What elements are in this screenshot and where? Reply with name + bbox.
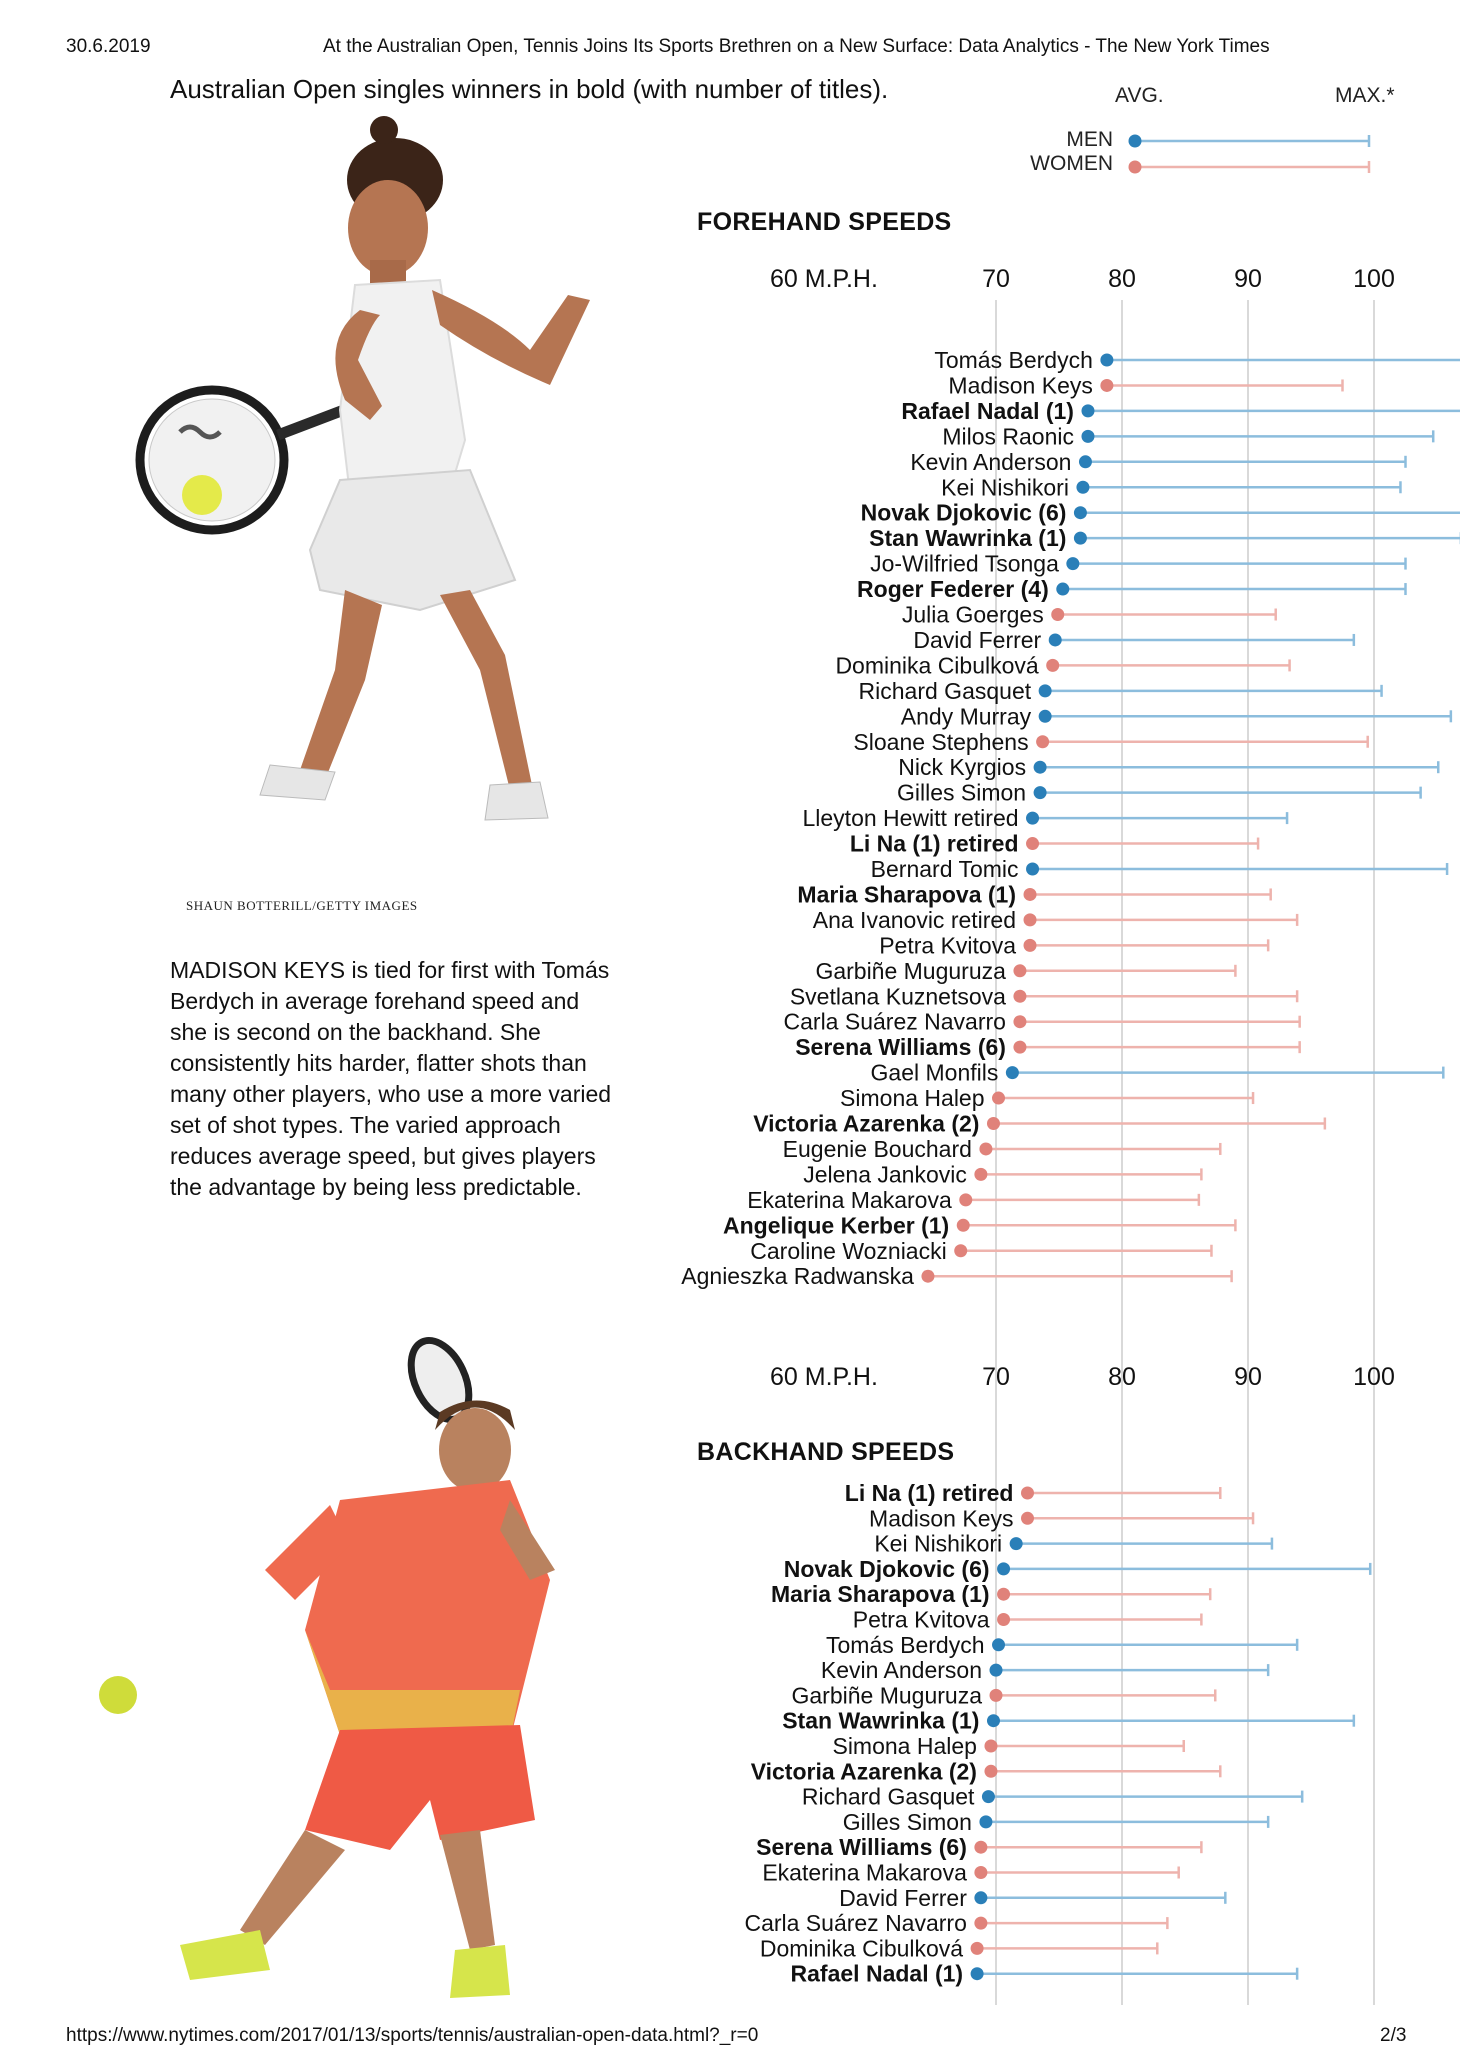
winners-caption: Australian Open singles winners in bold (with number of titles).: [170, 74, 889, 104]
player-label: Serena Williams (6): [756, 1834, 967, 1861]
avg-dot: [997, 1562, 1010, 1575]
avg-dot: [1051, 608, 1064, 621]
key-men-avg-dot: [1129, 135, 1142, 148]
player-label: Kei Nishikori: [941, 474, 1069, 501]
avg-dot: [974, 1866, 987, 1879]
player-label: Dominika Cibulková: [759, 1935, 964, 1962]
avg-dot: [974, 1841, 987, 1854]
avg-dot: [1036, 735, 1049, 748]
key-max-label: MAX.*: [1335, 84, 1395, 107]
avg-dot: [1039, 684, 1052, 697]
avg-dot: [1049, 633, 1062, 646]
player-label: Rafael Nadal (1): [901, 397, 1074, 424]
player-label: Simona Halep: [840, 1085, 985, 1112]
player-label: Caroline Wozniacki: [750, 1237, 947, 1264]
avg-dot: [979, 1142, 992, 1155]
page-number: 2/3: [1380, 2025, 1407, 2046]
player-label: Petra Kvitova: [879, 932, 1017, 959]
player-label: Novak Djokovic (6): [783, 1555, 990, 1582]
player-label: Tomás Berdych: [934, 347, 1093, 373]
x-tick-label-100-0: 100: [1353, 265, 1395, 293]
key-women-label: WOMEN: [1030, 152, 1113, 175]
avg-dot: [971, 1942, 984, 1955]
player-label: Tomás Berdych: [826, 1631, 985, 1658]
player-label: Maria Sharapova (1): [770, 1581, 990, 1608]
gridlines: [996, 300, 1460, 2005]
player-label: Novak Djokovic (6): [860, 499, 1067, 526]
player-label: Victoria Azarenka (2): [753, 1110, 980, 1137]
avg-dot: [1024, 913, 1037, 926]
player-label: Sloane Stephens: [853, 728, 1029, 755]
avg-dot: [1024, 888, 1037, 901]
avg-dot: [1074, 506, 1087, 519]
avg-dot: [957, 1219, 970, 1232]
madison-keys-blurb: MADISON KEYS is tied for first with Tomás Berdych in average forehand speed and she is second on the backhand. She consistently hits harder, flatter shots than many other players, who use a more varied set of shot types. The varied approach reduces average speed, but gives players the advantage by being less predictable.: [170, 957, 612, 1200]
avg-dot: [1081, 430, 1094, 443]
player-label: Julia Goerges: [901, 601, 1044, 628]
player-label: Li Na (1) retired: [844, 1480, 1014, 1506]
avg-dot: [959, 1193, 972, 1206]
avg-dot: [1034, 786, 1047, 799]
player-label: Simona Halep: [832, 1733, 977, 1759]
avg-dot: [1081, 404, 1094, 417]
x-tick-label-90-1: 90: [1234, 1363, 1262, 1391]
avg-dot: [921, 1270, 934, 1283]
player-label: Maria Sharapova (1): [797, 881, 1017, 908]
player-label: Bernard Tomic: [870, 856, 1019, 882]
x-tick-label-70-1: 70: [982, 1363, 1010, 1391]
avg-dot: [1100, 379, 1113, 392]
x-tick-label-100-1: 100: [1353, 1363, 1395, 1391]
avg-dot: [1013, 990, 1026, 1003]
avg-dot: [979, 1815, 992, 1828]
avg-dot: [1039, 710, 1052, 723]
player-label: Garbiñe Muguruza: [815, 957, 1006, 984]
avg-dot: [992, 1092, 1005, 1105]
backhand-title: BACKHAND SPEEDS: [697, 1438, 955, 1466]
player-label: Garbiñe Muguruza: [791, 1682, 982, 1709]
player-label: Nick Kyrgios: [898, 754, 1027, 781]
player-label: Kevin Anderson: [820, 1657, 982, 1684]
avg-dot: [1074, 532, 1087, 545]
avg-dot: [974, 1168, 987, 1181]
avg-dot: [1079, 455, 1092, 468]
avg-dot: [997, 1588, 1010, 1601]
player-label: Lleyton Hewitt retired: [802, 805, 1019, 832]
avg-dot: [997, 1613, 1010, 1626]
player-label: Gael Monfils: [870, 1059, 999, 1086]
avg-dot: [1026, 837, 1039, 850]
player-label: Madison Keys: [869, 1505, 1014, 1532]
avg-dot: [990, 1689, 1003, 1702]
x-tick-label-90-0: 90: [1234, 265, 1262, 293]
avg-dot: [1021, 1487, 1034, 1500]
avg-dot: [1034, 761, 1047, 774]
x-tick-label-80-0: 80: [1108, 265, 1136, 293]
player-label: David Ferrer: [839, 1884, 967, 1911]
x-tick-label-60-0: 60 M.P.H.: [770, 265, 878, 293]
avg-dot: [984, 1765, 997, 1778]
player-label: Kevin Anderson: [910, 448, 1072, 475]
player-label: David Ferrer: [913, 626, 1042, 653]
avg-dot: [1056, 583, 1069, 596]
avg-dot: [1021, 1512, 1034, 1525]
player-label: Ekaterina Makarova: [747, 1186, 952, 1213]
player-label: Richard Gasquet: [801, 1783, 975, 1810]
player-label: Carla Suárez Navarro: [744, 1910, 967, 1937]
player-label: Roger Federer (4): [857, 576, 1049, 603]
player-label: Milos Raonic: [942, 423, 1074, 450]
avg-dot: [974, 1891, 987, 1904]
player-label: Ekaterina Makarova: [762, 1859, 967, 1886]
avg-dot: [1013, 1041, 1026, 1054]
avg-dot: [954, 1244, 967, 1257]
player-label: Carla Suárez Navarro: [783, 1008, 1006, 1035]
player-label: Petra Kvitova: [852, 1606, 990, 1633]
avg-dot: [1026, 863, 1039, 876]
player-label: Li Na (1) retired: [849, 830, 1019, 857]
x-tick-label-60-1: 60 M.P.H.: [770, 1363, 878, 1391]
photo-credit: SHAUN BOTTERILL/GETTY IMAGES: [186, 898, 418, 913]
avg-dot: [1046, 659, 1059, 672]
player-label: Jelena Jankovic: [803, 1161, 967, 1188]
player-label: Rafael Nadal (1): [790, 1960, 964, 1987]
avg-dot: [982, 1790, 995, 1803]
player-label: Victoria Azarenka (2): [750, 1758, 977, 1785]
avg-dot: [992, 1638, 1005, 1651]
backhand-chart: [744, 1480, 1370, 1987]
forehand-title: FOREHAND SPEEDS: [697, 208, 952, 236]
key-men-label: MEN: [1066, 128, 1113, 151]
player-label: Andy Murray: [900, 703, 1032, 730]
player-label: Stan Wawrinka (1): [869, 525, 1067, 552]
player-label: Agnieszka Radwanska: [681, 1263, 914, 1290]
avg-dot: [1013, 964, 1026, 977]
avg-dot: [1100, 354, 1113, 367]
player-label: Gilles Simon: [842, 1808, 972, 1835]
key-women-avg-dot: [1129, 161, 1142, 174]
player-label: Gilles Simon: [896, 779, 1027, 806]
avg-dot: [1010, 1537, 1023, 1550]
avg-dot: [974, 1917, 987, 1930]
player-label: Ana Ivanovic retired: [812, 906, 1017, 933]
player-label: Angelique Kerber (1): [723, 1212, 950, 1239]
avg-dot: [987, 1714, 1000, 1727]
avg-dot: [1026, 812, 1039, 825]
key-avg-label: AVG.: [1115, 84, 1164, 107]
player-label: Dominika Cibulková: [835, 652, 1039, 679]
avg-dot: [990, 1664, 1003, 1677]
player-label: Jo-Wilfried Tsonga: [870, 550, 1059, 577]
document-title: At the Australian Open, Tennis Joins Its Sports Brethren on a New Surface: Data Analytics - The New York Times: [323, 36, 1270, 57]
player-label: Richard Gasquet: [858, 677, 1032, 704]
player-label: Eugenie Bouchard: [782, 1135, 972, 1162]
legend-key: [1129, 135, 1370, 174]
avg-dot: [1024, 939, 1037, 952]
avg-dot: [987, 1117, 1000, 1130]
avg-dot: [984, 1740, 997, 1753]
avg-dot: [1006, 1066, 1019, 1079]
footer-url[interactable]: https://www.nytimes.com/2017/01/13/sports/tennis/australian-open-data.html?_r=0: [66, 2025, 759, 2046]
x-tick-label-80-1: 80: [1108, 1363, 1136, 1391]
avg-dot: [1013, 1015, 1026, 1028]
player-label: Madison Keys: [948, 372, 1093, 399]
avg-dot: [971, 1967, 984, 1980]
player-label: Serena Williams (6): [795, 1034, 1006, 1061]
avg-dot: [1066, 557, 1079, 570]
player-label: Kei Nishikori: [874, 1530, 1003, 1557]
avg-dot: [1076, 481, 1089, 494]
forehand-chart: [681, 265, 1460, 1391]
x-tick-label-70-0: 70: [982, 265, 1010, 293]
player-label: Stan Wawrinka (1): [782, 1707, 980, 1734]
player-label: Svetlana Kuznetsova: [789, 983, 1006, 1010]
print-date: 30.6.2019: [66, 36, 151, 57]
